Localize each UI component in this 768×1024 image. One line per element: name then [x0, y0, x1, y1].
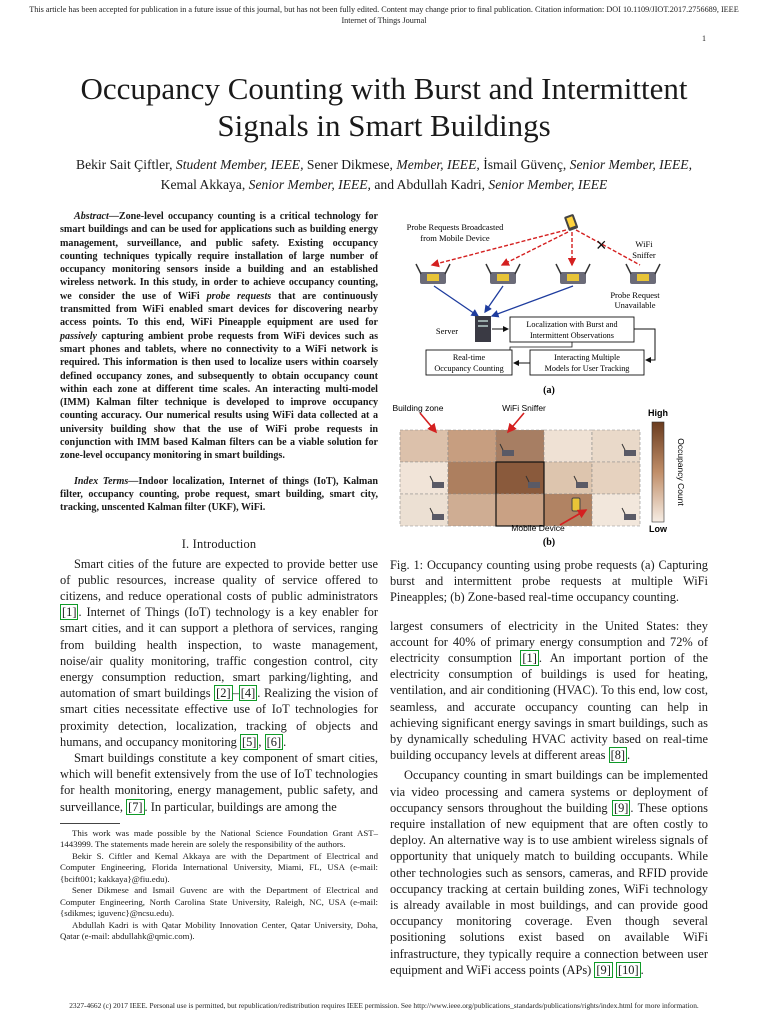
box-text: Localization with Burst and — [526, 320, 618, 329]
box-text: Intermittent Observations — [530, 331, 614, 340]
journal-notice: This article has been accepted for publication in a future issue of this journal, but has not been fully edited. Content may change prior to final publication. Citation information: DOI 10.1109/JIOT.2017.2756689, IEEE Internet of Things Journal — [29, 5, 739, 25]
figure-label: (b) — [542, 537, 556, 547]
index-terms-dash: — — [128, 475, 139, 487]
citation-link[interactable]: [9] — [613, 800, 629, 815]
abstract-label: Abstract — [74, 211, 109, 222]
building-zone-cell — [592, 430, 640, 462]
caption-label: Fig. 1: — [390, 558, 424, 572]
wifi-sniffer-icon — [486, 264, 520, 284]
mini-sniffer-icon — [432, 482, 444, 488]
building-zone-cell — [448, 462, 496, 494]
building-zone-cell — [400, 462, 448, 494]
scale-high-label: High — [648, 408, 668, 418]
footnote: Abdullah Kadri is with Qatar Mobility Innovation Center, Qatar University, Doha, Qatar (e-mail: abdullahk@qmic.com). — [60, 919, 378, 942]
citation-link[interactable]: [1] — [522, 651, 537, 666]
pointer-arrow — [508, 413, 524, 432]
box-text: Interacting Multiple — [554, 353, 620, 362]
figure-1b-diagram — [390, 402, 708, 547]
index-terms — [60, 475, 378, 515]
text-run: % — [682, 634, 693, 649]
flow-arrow — [510, 342, 572, 350]
paper-title: Occupancy Counting with Burst and Intermittent Signals in Smart Buildings — [80, 71, 688, 143]
building-zone-cell — [544, 462, 592, 494]
abstract-emphasis: passively — [60, 330, 97, 342]
text-run: , — [258, 734, 265, 749]
mini-sniffer-icon — [576, 482, 588, 488]
citation-link[interactable]: [1] — [62, 605, 77, 620]
intro-paragraph — [60, 556, 378, 750]
mobile-phone-icon — [564, 214, 579, 232]
index-terms-label: Index Terms — [74, 475, 129, 487]
building-zone-cell — [496, 430, 544, 462]
abstract-emphasis: probe requests — [206, 290, 272, 302]
occupancy-count-label: Occupancy Count — [676, 438, 686, 506]
text-run: . — [640, 962, 644, 977]
building-zone-cell — [544, 430, 592, 462]
building-zone-cell — [400, 430, 448, 462]
probe-label: from Mobile Device — [420, 233, 490, 243]
box-text: Occupancy Counting — [434, 364, 504, 373]
mini-sniffer-icon — [432, 514, 444, 520]
mini-sniffer-icon — [624, 514, 636, 520]
mini-sniffer-icon — [624, 450, 636, 456]
author-name: Sener Dikmese, — [306, 157, 393, 172]
text-run: of primary energy consumption and 72 — [475, 634, 683, 649]
box-text: Models for User Tracking — [544, 364, 630, 373]
figure-1a — [390, 210, 708, 400]
building-zone-cell — [400, 494, 448, 526]
mobile-device-label: Mobile Device — [511, 523, 565, 533]
occupancy-scale — [652, 422, 664, 522]
unavailable-label: Probe Request — [610, 290, 660, 300]
text-run: . — [627, 748, 631, 763]
citation-link[interactable]: [2] — [216, 686, 231, 701]
text-run: Occupancy counting in smart buildings can be implemented via video processing and camera systems or deployment of occupancy sensors throughout the building — [390, 768, 708, 815]
wifi-sniffer-icon — [416, 264, 450, 284]
author-name: İsmail Güvenç, — [483, 157, 567, 172]
text-run: % — [465, 634, 476, 649]
probe-arrow — [576, 230, 640, 265]
text-run: largest consumers of electricity in the United States: they account for 40 — [390, 618, 708, 649]
author-list — [40, 155, 728, 195]
building-zone-cell — [448, 494, 496, 526]
abstract-text: that are continuously transmitted from WiFi enabled smart devices for discovering nearby access points. To this end, WiFi Pineapple equipment are used for — [60, 290, 378, 329]
author-role: Senior Member, IEEE, — [569, 157, 692, 172]
text-run: Smart buildings constitute a key component of smart cities, which will benefit extensively from the use of IoT technologies for health monitoring, energy management, public safety, and surveillance, — [60, 750, 378, 814]
author-name: Abdullah Kadri, — [396, 177, 485, 192]
text-run: of electricity consumption — [390, 634, 708, 666]
wifi-sniffer-label: WiFi Sniffer — [502, 403, 546, 413]
building-zone-cell — [592, 462, 640, 494]
unavailable-label: Unavailable — [614, 300, 656, 310]
text-run: . These options require installation of new equipment that are often costly to deploy. An alternative way is to use ambient wireless signals of opportunity that uniquely match to building occupants. While other technologies such as sensors, cameras, and RFID provide occupancy tracking at certain building zones, WiFi technology is already available in most buildings, and can provide good occupancy monitoring coverage. Even though several positioning solutions exist based on available WiFi infrastructure, they typically require a connection between user equipment and WiFi access points (APs) — [390, 800, 708, 977]
building-zone-cell — [496, 494, 544, 526]
server-icon — [475, 316, 491, 342]
right-column — [390, 210, 708, 978]
copyright-footer: 2327-4662 (c) 2017 IEEE. Personal use is permitted, but republication/redistribution requires IEEE permission. See http://www.ieee.org/publications_standards/publications/rights/index.html for more information. — [69, 1001, 699, 1010]
sniffer-label: Sniffer — [632, 250, 656, 260]
body-paragraph — [390, 618, 708, 764]
page-number: 1 — [702, 34, 706, 43]
figure-1a-diagram — [390, 210, 708, 400]
building-zone-cell — [592, 494, 640, 526]
footnotes — [60, 828, 378, 943]
box-text: Real-time — [452, 353, 486, 362]
text-run: Smart cities of the future are expected to provide better use of public resources, increase quality of service offered to citizens, and reduce operational costs of public administrators — [60, 556, 378, 603]
text-run: . In particular, buildings are among the — [144, 799, 337, 814]
author-name: Kemal Akkaya, — [160, 177, 246, 192]
blocked-x-icon: × — [596, 235, 607, 255]
mini-sniffer-icon — [502, 450, 514, 456]
footnote: This work was made possible by the National Science Foundation Grant AST–1443999. The statements made herein are solely the responsibility of the authors. — [60, 827, 378, 850]
caption-text: Occupancy counting using probe requests (a) Capturing burst and intermittent probe requests at multiple WiFi Pineapples; (b) Zone-based real-time occupancy counting. — [390, 558, 708, 605]
data-arrow — [485, 286, 503, 312]
wifi-sniffer-icon — [626, 264, 660, 284]
figure-label: (a) — [543, 385, 555, 396]
citation-link[interactable]: [10] — [617, 962, 639, 977]
data-arrow — [492, 286, 573, 316]
section-heading: I. Introduction — [181, 536, 257, 551]
zone-grid — [400, 430, 640, 526]
server-label: Server — [435, 326, 459, 336]
figure-caption — [390, 557, 708, 606]
probe-arrow — [502, 232, 568, 265]
building-zone-cell — [496, 462, 544, 494]
footnote: Sener Dikmese and Ismail Guvenc are with the Department of Electrical and Computer Engineering, North Carolina State University, Raleigh, NC, USA (e-mail: {sdikmes; iguvenc}@ncsu.edu). — [60, 885, 378, 919]
abstract-text: capturing ambient probe requests from WiFi devices such as smart phones and tablets, where no connectivity to a WiFi network is required. This information is then used to localize users within coarsely defined occupancy zones, and subsequently to obtain occupancy count within each zone at different time scales. An interacting multi-model (IMM) Kalman filter technique is developed to improve occupancy counting accuracy. Our numerical results using WiFi data collected at a university building show that the use of WiFi probe requests in conjunction with IMM based Kalman filters can be a viable solution for zone-level occupancy monitoring in smart buildings. — [60, 330, 378, 462]
body-paragraph — [390, 767, 708, 978]
building-zone-label: Building zone — [392, 403, 444, 413]
citation-link[interactable]: [8] — [610, 748, 626, 763]
wifi-sniffer-icon — [556, 264, 590, 284]
author-role: Senior Member, IEEE — [488, 177, 608, 192]
intro-paragraph — [60, 750, 378, 815]
author-conjunction: and — [374, 177, 394, 192]
building-zone-cell — [448, 430, 496, 462]
text-run: . Internet of Things (IoT) technology is a key enabler for smart cities, and it can support a plethora of services, ranging from building health inspection, to waste management, noise/air quality monitoring, traffic congestion control, city energy consumption reduction, smart parking/lighting, and automation of smart buildings — [60, 605, 378, 701]
text-run: . — [283, 734, 287, 749]
index-terms-text: Indoor localization, Internet of things (IoT), Kalman filter, occupancy counting, probe request, smart building, smart city, tracking, unscented Kalman filter (UKF), WiFi. — [60, 475, 378, 514]
author-name: Bekir Sait Çiftler, — [76, 157, 173, 172]
citation-link[interactable]: [4] — [240, 686, 256, 701]
abstract — [60, 210, 378, 463]
mobile-phone-icon — [572, 498, 580, 511]
text-run: . Realizing the vision of smart cities necessitate effective use of IoT technologies for proximity detection, localization, tracking of objects and humans, and occupancy monitoring — [60, 686, 378, 749]
author-role: Member, IEEE, — [396, 157, 480, 172]
text-run: . An important portion of the electricity consumption of buildings is used for heating, ventilation, and air conditioning (HVAC). To this end, low cost, seamless, and accurate occupancy counting can help in achieving significant energy savings in smart buildings, such as by dynamically scheduling HVAC activity based on real-time building occupancy levels at different areas — [390, 651, 708, 763]
author-role: Senior Member, IEEE, — [248, 177, 371, 192]
citation-link[interactable]: [7] — [128, 799, 143, 814]
probe-label: Probe Requests Broadcasted — [406, 222, 504, 232]
citation-link[interactable]: [6] — [266, 734, 282, 749]
pointer-arrow — [420, 413, 436, 432]
citation-link[interactable]: [5] — [241, 734, 257, 749]
mini-sniffer-icon — [528, 482, 540, 488]
abstract-dash: — — [108, 211, 119, 222]
author-role: Student Member, IEEE, — [175, 157, 304, 172]
footnote-divider — [60, 823, 120, 824]
left-column — [60, 210, 378, 943]
sniffer-label: WiFi — [635, 239, 653, 249]
text-run: – — [232, 686, 239, 701]
footnote: Bekir S. Ciftler and Kemal Akkaya are with the Department of Electrical and Computer Engineering, Florida International University, Miami, FL, USA (e-mail: {bcift001; kakkaya}@fiu.edu). — [60, 850, 378, 884]
abstract-text: Zone-level occupancy counting is a critical technology for smart buildings and can be used for applications such as building energy management, surveillance, and public safety. Existing occupancy counting techniques typically require installation of large number of occupancy monitoring sensors inside a building and an established wireless network. In this study, in order to achieve occupancy counting, we consider the use of WiFi — [60, 211, 378, 302]
data-arrow — [434, 286, 478, 316]
citation-link[interactable]: [9] — [596, 962, 611, 977]
figure-1b — [390, 402, 708, 547]
scale-low-label: Low — [649, 524, 667, 534]
